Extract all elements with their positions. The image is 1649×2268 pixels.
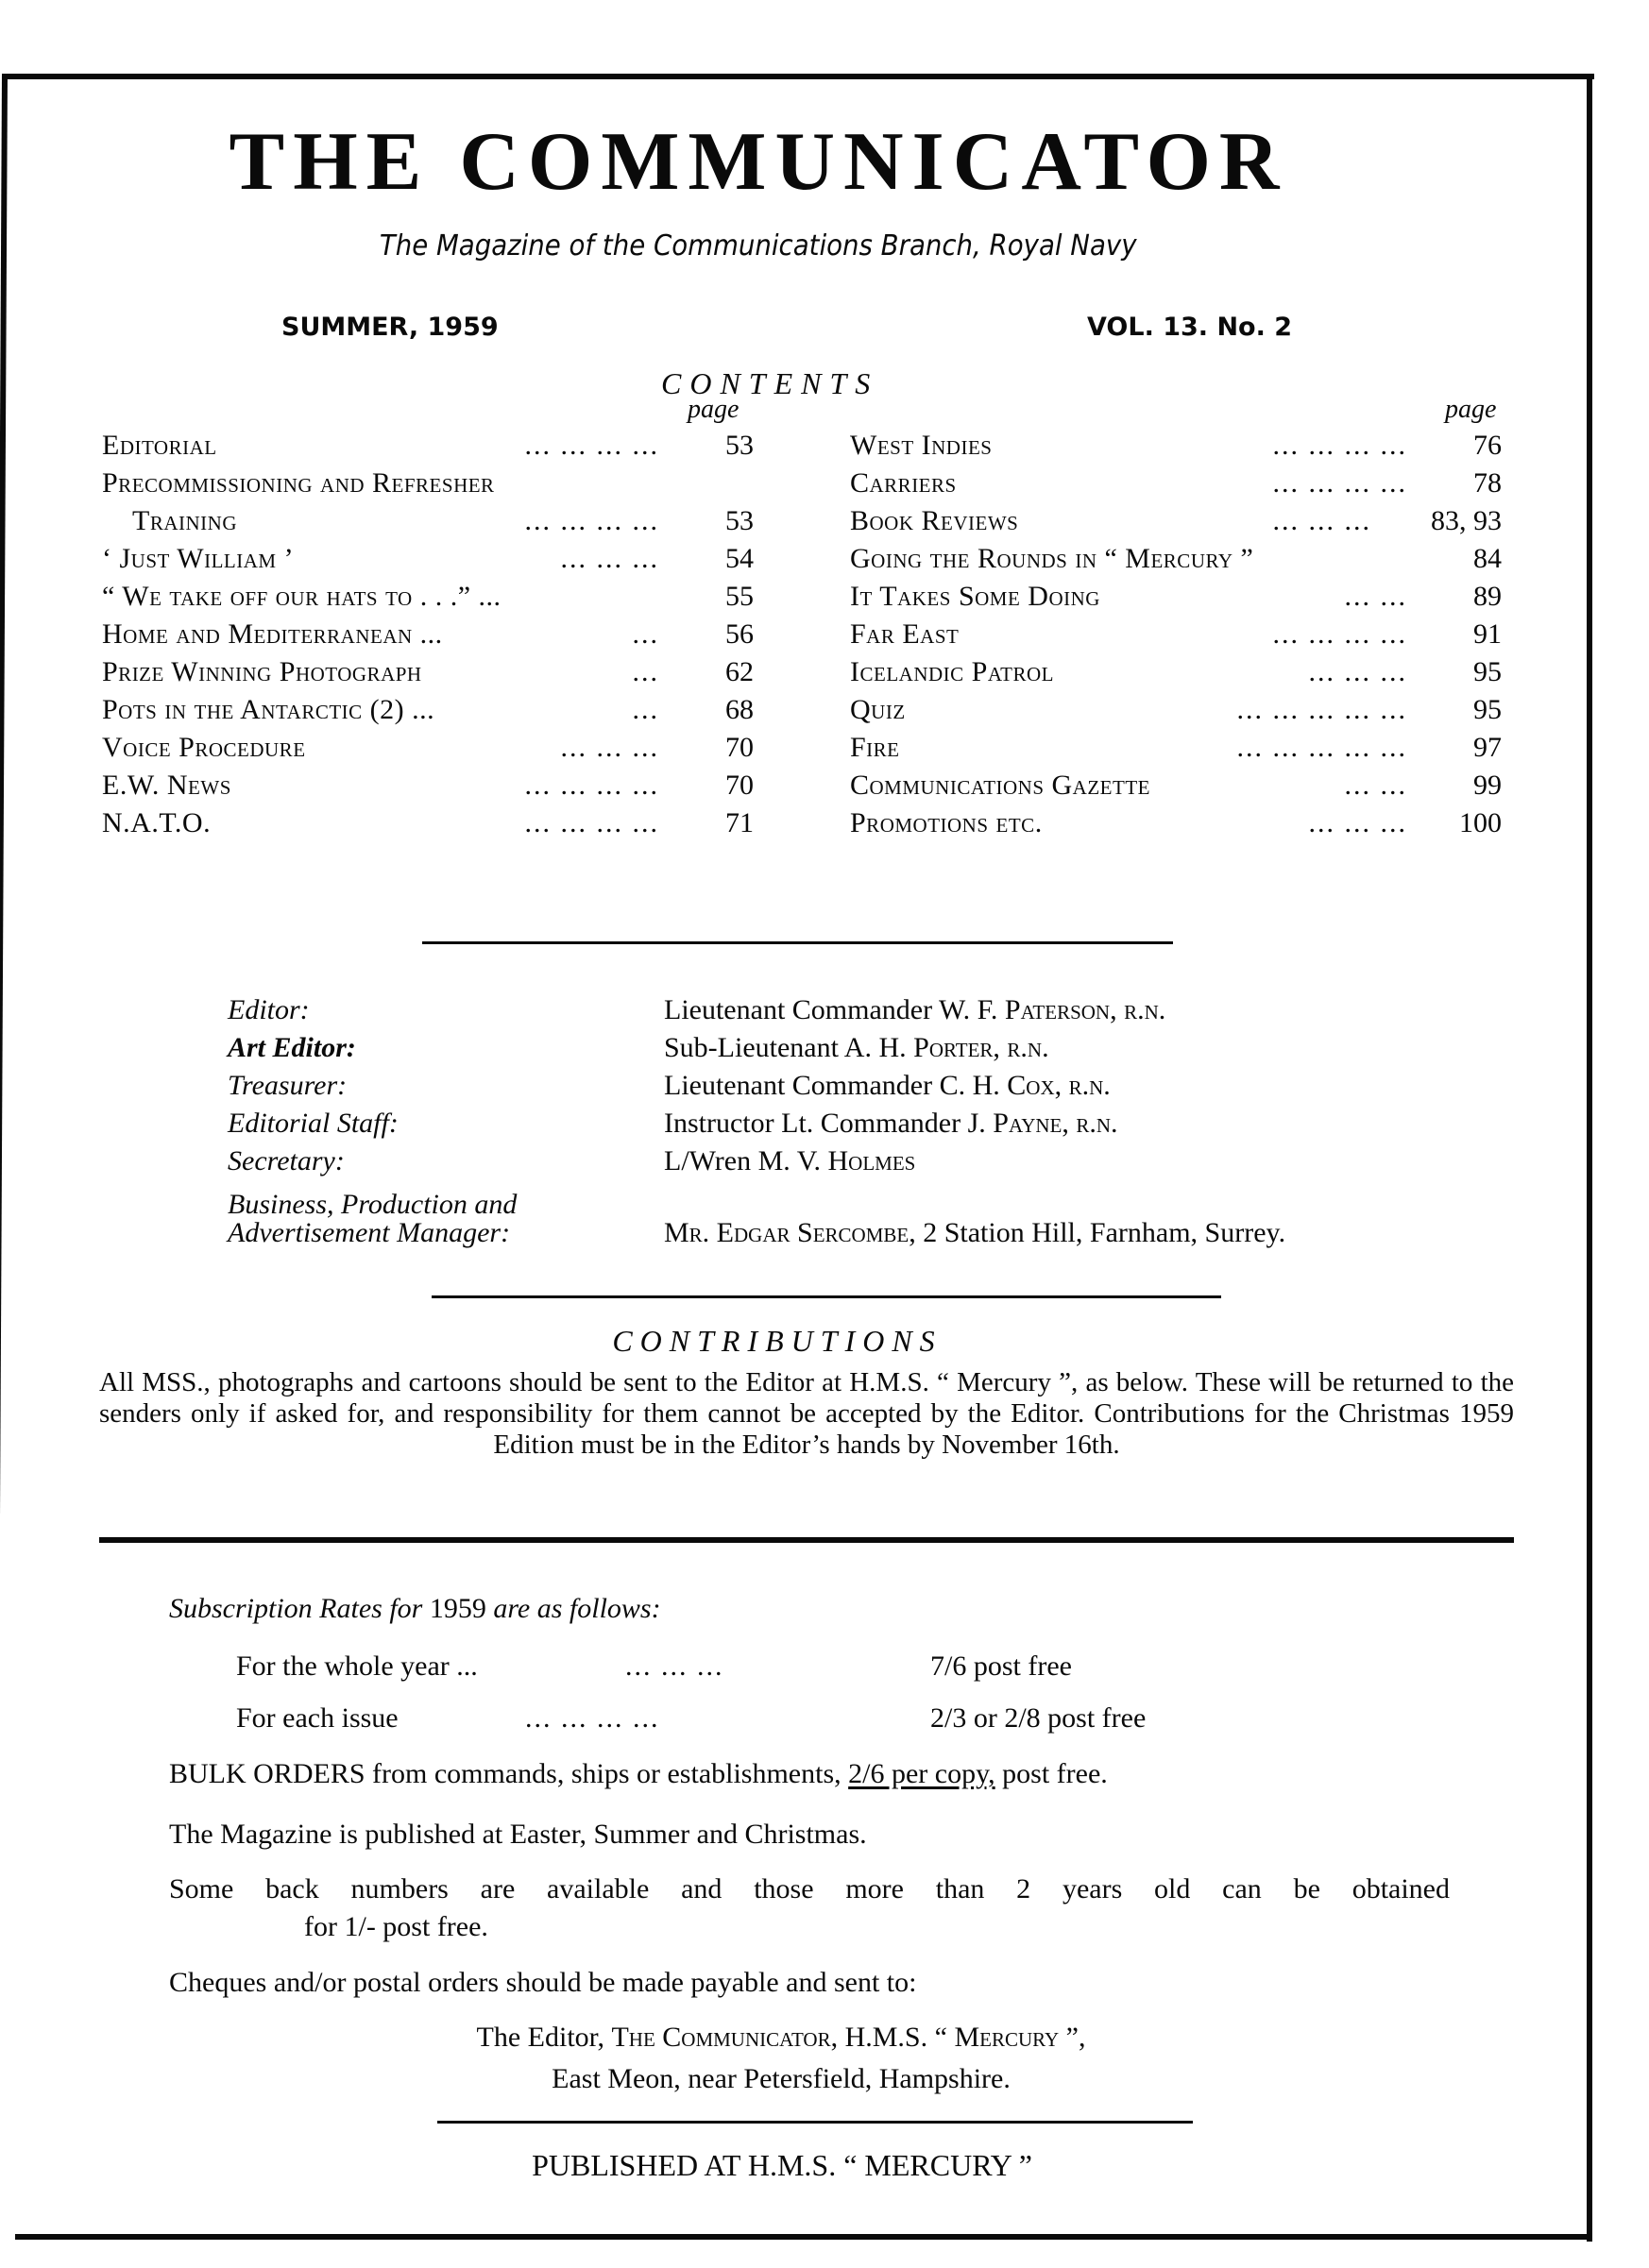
subscription-intro-a: Subscription Rates for <box>169 1593 430 1624</box>
divider-rule <box>437 2121 1193 2124</box>
contents-entry <box>850 545 1502 583</box>
page-column-label-right: page <box>1445 395 1497 424</box>
address-mid: H.M.S. “ <box>838 2022 955 2053</box>
contents-leader-dots: ... ... ... ... ... <box>1236 732 1407 763</box>
contents-leader-dots: ... ... ... <box>560 543 659 574</box>
contents-entry-title: Communications Gazette <box>850 770 1150 801</box>
magazine-title-text: THE COMMUNICATOR <box>229 116 1288 208</box>
bulk-orders-a: BULK ORDERS from commands, ships or establishments, <box>169 1758 849 1789</box>
contents-entry-title: “ We take off our hats to . . .” ... <box>102 581 502 612</box>
contents-entry <box>102 620 754 658</box>
contents-entry-page: 76 <box>1473 430 1502 461</box>
page-border-bottom <box>15 2234 1592 2240</box>
contents-entry-page: 54 <box>725 543 754 574</box>
address-pre: The Editor, <box>476 2022 612 2053</box>
contents-entry-page: 84 <box>1473 543 1502 574</box>
contents-entry-page: 70 <box>725 770 754 801</box>
contents-entry-page: 97 <box>1473 732 1502 763</box>
staff-member-name <box>664 1147 915 1176</box>
contents-entry-title: West Indies <box>850 430 993 461</box>
contributions-text: All MSS., photographs and cartoons should be sent to the Editor at H.M.S. “ Mercury ”, as below. These will be returned to the senders only if asked for, and responsibility for them cannot be accepted by the Editor. Contributions for the Christmas 1959 Edition must be in the Editor’s hands by November 16th. <box>99 1367 1514 1460</box>
contents-entry-title: Fire <box>850 732 900 763</box>
contents-entry-title: Book Reviews <box>850 505 1019 536</box>
contents-entry <box>102 734 754 771</box>
staff-name-part: Cox, r.n. <box>1007 1070 1111 1101</box>
staff-name-part: Instructor Lt. Commander J. <box>664 1108 994 1139</box>
contents-entry-title: Pots in the Antarctic (2) ... <box>102 694 435 725</box>
rate-label: For the whole year ... <box>236 1650 478 1682</box>
rate-leader-dots: ... ... ... ... <box>525 1702 660 1734</box>
staff-member-name <box>664 1109 1118 1138</box>
staff-name-part: L/Wren M. V. <box>664 1145 828 1176</box>
staff-role-label: Secretary: <box>228 1145 345 1176</box>
contents-entry-title: Home and Mediterranean ... <box>102 618 443 650</box>
contents-leader-dots: ... ... <box>1344 770 1407 801</box>
contents-entry <box>850 507 1502 545</box>
contents-entry <box>850 469 1502 507</box>
staff-role-label: Advertisement Manager: <box>228 1217 511 1248</box>
staff-member-name <box>664 1034 1049 1062</box>
contents-entry-title: Training <box>132 505 237 536</box>
contents-entry <box>850 432 1502 469</box>
bulk-orders-text <box>169 1760 1108 1788</box>
contents-entry <box>850 696 1502 734</box>
staff-role-label: Treasurer: <box>228 1070 348 1101</box>
rate-price: 7/6 post free <box>930 1650 1072 1682</box>
contents-leader-dots: ... ... ... ... ... <box>1236 694 1407 725</box>
back-numbers-text-cont: for 1/- post free. <box>304 1911 488 1942</box>
contents-leader-dots: ... ... ... <box>1308 807 1407 838</box>
address-line2-text: East Meon, near Petersfield, Hampshire. <box>552 2063 1011 2094</box>
contents-entry-title: Icelandic Patrol <box>850 656 1054 687</box>
contents-entry-title: Quiz <box>850 694 906 725</box>
contents-entry <box>850 771 1502 809</box>
contents-entry-title: N.A.T.O. <box>102 807 212 838</box>
contents-entry <box>850 809 1502 847</box>
staff-role-label: Business, Production and <box>228 1189 518 1220</box>
contents-entry-page: 95 <box>1473 656 1502 687</box>
contents-heading: CONTENTS <box>661 366 879 400</box>
staff-member-name <box>664 1072 1111 1100</box>
contents-leader-dots: ... <box>632 656 659 687</box>
staff-name-part: Sub-Lieutenant A. H. <box>664 1032 914 1063</box>
magazine-title <box>0 116 1649 208</box>
divider-rule <box>422 941 1173 944</box>
magazine-subtitle-text: The Magazine of the Communications Branch, Royal Navy <box>380 229 1137 262</box>
issue-season: SUMMER, 1959 <box>281 313 499 342</box>
issue-volume: VOL. 13. No. 2 <box>1087 313 1293 342</box>
page-column-label-left: page <box>688 395 740 424</box>
back-numbers-text: Some back numbers are available and those more than 2 years old can be obtained <box>169 1873 1450 1904</box>
staff-name-part: Payne, r.n. <box>993 1108 1118 1139</box>
contents-entry-page: 56 <box>725 618 754 650</box>
contents-leader-dots: ... ... ... ... <box>524 505 659 536</box>
contents-leader-dots: ... ... ... ... <box>1272 430 1407 461</box>
address-ship-name: Mercury <box>954 2022 1060 2053</box>
subscription-intro-b: are as follows: <box>485 1593 661 1624</box>
contents-entry-page: 89 <box>1473 581 1502 612</box>
staff-member-name <box>664 996 1165 1024</box>
contents-entry-page: 71 <box>725 807 754 838</box>
contents-leader-dots: ... ... ... ... <box>1272 467 1407 499</box>
contents-entry-title: ‘ Just William ’ <box>102 543 295 574</box>
contents-entry-page: 55 <box>725 581 754 612</box>
subscription-year: 1959 <box>429 1593 486 1624</box>
contents-leader-dots: ... ... ... ... <box>524 807 659 838</box>
contents-entry <box>102 432 754 469</box>
contents-entry-title: Editorial <box>102 430 217 461</box>
contents-entry-title: E.W. News <box>102 770 231 801</box>
contents-entry-title: Carriers <box>850 467 957 499</box>
contents-entry-page: 78 <box>1473 467 1502 499</box>
rate-label: For each issue <box>236 1702 399 1734</box>
contents-entry-page: 53 <box>725 505 754 536</box>
divider-rule <box>432 1295 1221 1298</box>
address-post: ”, <box>1059 2022 1086 2053</box>
page-border-top <box>2 74 1594 79</box>
published-at-footer <box>0 2150 1649 2180</box>
contents-entry-title: Voice Procedure <box>102 732 306 763</box>
bulk-orders-b: post free. <box>994 1758 1108 1789</box>
contents-entry <box>850 658 1502 696</box>
contents-entry <box>102 469 754 507</box>
contents-entry-page: 62 <box>725 656 754 687</box>
contents-leader-dots: ... ... ... ... <box>524 770 659 801</box>
magazine-subtitle <box>0 229 1649 262</box>
cheques-text: Cheques and/or postal orders should be made payable and sent to: <box>169 1967 917 1998</box>
editor-address-line1 <box>0 2023 1649 2052</box>
staff-name-part: Porter, r.n. <box>913 1032 1049 1063</box>
contents-entry-title: Precommissioning and Refresher <box>102 467 495 499</box>
contents-entry <box>102 658 754 696</box>
contents-entry-page: 100 <box>1459 807 1502 838</box>
contents-entry-page: 53 <box>725 430 754 461</box>
staff-name-part: Mr. Edgar Sercombe, <box>664 1217 916 1248</box>
heavy-divider-rule <box>99 1537 1514 1543</box>
contents-entry-page: 99 <box>1473 770 1502 801</box>
contents-leader-dots: ... ... ... <box>1308 656 1407 687</box>
publication-seasons-text: The Magazine is published at Easter, Summer and Christmas. <box>169 1819 867 1850</box>
contents-entry-page: 83, 93 <box>1431 505 1502 536</box>
contents-entry <box>102 809 754 847</box>
page-border-right <box>1587 74 1592 2242</box>
contributions-heading-text: CONTRIBUTIONS <box>612 1324 943 1358</box>
staff-name-part: Holmes <box>827 1145 916 1176</box>
contents-entry-title: Far East <box>850 618 960 650</box>
page-border-left <box>0 74 8 2242</box>
contents-leader-dots: ... ... ... ... <box>1272 618 1407 650</box>
contents-leader-dots: ... ... ... ... <box>524 430 659 461</box>
contents-entry <box>850 583 1502 620</box>
contents-entry <box>102 771 754 809</box>
contents-entry <box>850 734 1502 771</box>
contents-entry-page: 91 <box>1473 618 1502 650</box>
contents-entry <box>102 507 754 545</box>
staff-role-label: Art Editor: <box>228 1032 356 1063</box>
contents-leader-dots: ... <box>632 618 659 650</box>
contents-leader-dots: ... ... ... <box>560 732 659 763</box>
contents-entry-page: 68 <box>725 694 754 725</box>
staff-member-name <box>664 1219 1285 1247</box>
rate-leader-dots: ... ... ... <box>625 1650 724 1682</box>
staff-name-part: Lieutenant Commander W. F. <box>664 994 1005 1025</box>
staff-role-label: Editor: <box>228 994 310 1025</box>
staff-name-part: 2 Station Hill, Farnham, Surrey. <box>915 1217 1286 1248</box>
contents-entry-page: 95 <box>1473 694 1502 725</box>
contents-leader-dots: ... ... <box>1344 581 1407 612</box>
contents-entry <box>102 583 754 620</box>
contents-leader-dots: ... ... ... <box>1272 505 1371 536</box>
bulk-orders-price: 2/6 per copy, <box>848 1758 995 1789</box>
contents-entry-page: 70 <box>725 732 754 763</box>
contents-entry-title: Prize Winning Photograph <box>102 656 422 687</box>
subscription-intro <box>169 1595 661 1623</box>
contents-entry-title: Promotions etc. <box>850 807 1043 838</box>
staff-name-part: Lieutenant Commander C. H. <box>664 1070 1008 1101</box>
rate-price: 2/3 or 2/8 post free <box>930 1702 1147 1734</box>
staff-name-part: Paterson, r.n. <box>1004 994 1166 1025</box>
staff-role-label: Editorial Staff: <box>228 1108 399 1139</box>
address-magazine-name: The Communicator, <box>611 2022 839 2053</box>
published-at-text: PUBLISHED AT H.M.S. “ MERCURY ” <box>532 2148 1032 2182</box>
contents-entry <box>850 620 1502 658</box>
contents-entry-title: It Takes Some Doing <box>850 581 1100 612</box>
contents-entry-title: Going the Rounds in “ Mercury ” <box>850 543 1254 574</box>
contributions-heading <box>0 1326 1649 1356</box>
contents-entry <box>102 545 754 583</box>
contents-leader-dots: ... <box>632 694 659 725</box>
contents-entry <box>102 696 754 734</box>
editor-address-line2 <box>0 2065 1649 2093</box>
